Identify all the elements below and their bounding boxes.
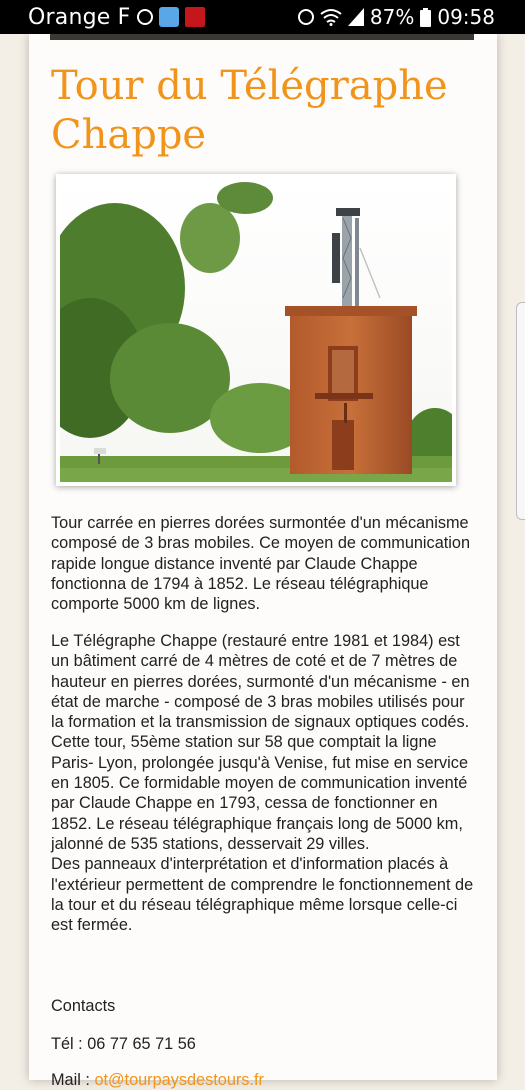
message-notification-icon xyxy=(137,9,153,25)
page-title: Tour du Télégraphe Chappe xyxy=(51,63,448,158)
mail-line xyxy=(51,1071,264,1090)
contacts-heading: Contacts xyxy=(51,997,116,1015)
battery-percent: 87% xyxy=(369,5,415,29)
mail-link[interactable]: ot@tourpaysdestours.fr xyxy=(94,1071,264,1089)
app-notification-icon xyxy=(159,7,179,27)
header-bar xyxy=(50,34,474,40)
tower-photo xyxy=(56,174,456,486)
phone-number[interactable]: Tél : 06 77 65 71 56 xyxy=(51,1035,196,1053)
wifi-icon xyxy=(320,8,342,26)
edge-panel-handle[interactable] xyxy=(516,302,525,520)
signal-strength-icon xyxy=(348,8,364,26)
article-page xyxy=(29,34,497,1089)
clock: 09:58 xyxy=(437,5,495,29)
status-bar xyxy=(0,0,525,34)
alarm-icon xyxy=(298,9,314,25)
description-paragraph: Le Télégraphe Chappe (restauré entre 1981 et 1984) est un bâtiment carré de 4 mètres de coté et de 7 mètres de hauteur en pierres dorées, surmonté d'un mécanisme - en état de marche - composé de 3 bras mobiles utilisés pour la formation et la transmission de signaux optiques codés. Cette tour, 55ème station sur 58 que comptait la ligne Paris- Lyon, prolongée jusqu'à Venise, fut mise en service en 1805. Ce formidable moyen de communication inventé par Claude Chappe en 1793, cessa de fonctionner en 1852. Le réseau télégraphique français long de 5000 km, jalonné de 535 stations, desservait 29 villes. Des panneaux d'interprétation et d'information placés à l'extérieur permettent de comprendre le fonctionnement de la tour et du réseau télégraphique même lorsque celle-ci est fermée. xyxy=(51,632,474,935)
intro-paragraph: Tour carrée en pierres dorées surmontée d'un mécanisme composé de 3 bras mobiles. Ce moyen de communication rapide longue distance inventé par Claude Chappe fonctionna de 1794 à 1852. Le réseau télégraphique comporte 5000 km de lignes. xyxy=(51,514,470,614)
mail-label: Mail : xyxy=(51,1071,95,1089)
news-notification-icon xyxy=(185,7,205,27)
carrier-name: Orange F xyxy=(28,4,131,30)
battery-icon xyxy=(420,8,431,27)
